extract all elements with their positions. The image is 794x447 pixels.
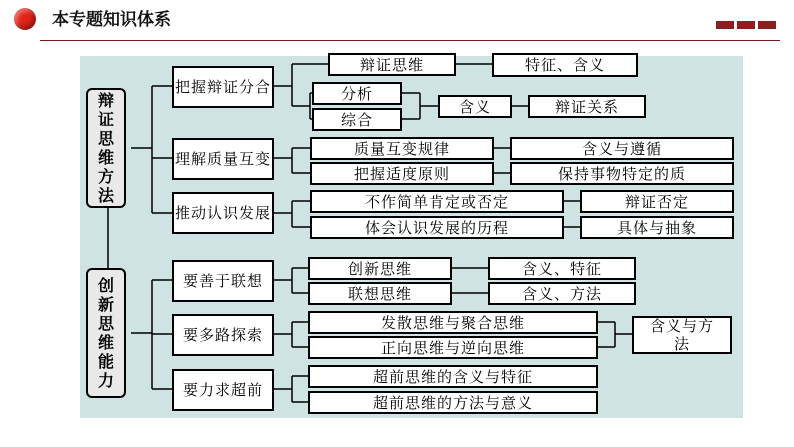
node-no-simple: 不作简单肯定或否定 — [310, 190, 564, 213]
node-understand-qual-quant: 理解质量互变 — [172, 138, 274, 180]
main-node-innovative-ability: 创新思维能力 — [86, 268, 126, 398]
node-meaning: 含义 — [438, 95, 512, 118]
node-concrete-abstract: 具体与抽象 — [580, 216, 734, 239]
node-dialectic-thinking: 辩证思维 — [328, 53, 456, 76]
node-advance-cognition: 推动认识发展 — [172, 192, 274, 234]
node-qual-quant-law: 质量互变规律 — [310, 137, 494, 160]
node-features-meaning: 特征、含义 — [492, 53, 638, 77]
node-association-thinking: 联想思维 — [308, 282, 452, 305]
node-grasp-dialectic: 把握辩证分合 — [172, 66, 274, 108]
node-strive-ahead: 要力求超前 — [172, 369, 274, 411]
node-experience-process: 体会认识发展的历程 — [310, 216, 564, 239]
node-ahead-method-significance: 超前思维的方法与意义 — [308, 391, 598, 414]
node-meaning-features: 含义、特征 — [488, 257, 636, 280]
node-innovative-thinking: 创新思维 — [308, 257, 452, 280]
node-multi-path: 要多路探索 — [172, 314, 274, 356]
node-ahead-meaning-features: 超前思维的含义与特征 — [308, 365, 598, 388]
node-dialectic-relation: 辩证关系 — [528, 95, 646, 118]
node-meaning-method: 含义、方法 — [488, 282, 636, 305]
node-meaning-follow: 含义与遵循 — [510, 137, 734, 160]
node-good-association: 要善于联想 — [172, 260, 274, 302]
node-divergent-convergent: 发散思维与聚合思维 — [308, 311, 598, 334]
node-synthesis: 综合 — [312, 108, 402, 131]
node-meaning-method-2: 含义与方法 — [632, 316, 732, 354]
node-grasp-degree: 把握适度原则 — [310, 162, 494, 185]
node-forward-reverse: 正向思维与逆向思维 — [308, 336, 598, 359]
node-analysis: 分析 — [312, 82, 402, 105]
node-dialectic-negation: 辩证否定 — [580, 190, 734, 213]
node-keep-quality: 保持事物特定的质 — [510, 162, 734, 185]
page-title: 本专题知识体系 — [52, 10, 171, 30]
main-node-dialectic-method: 辩证思维方法 — [86, 88, 126, 208]
